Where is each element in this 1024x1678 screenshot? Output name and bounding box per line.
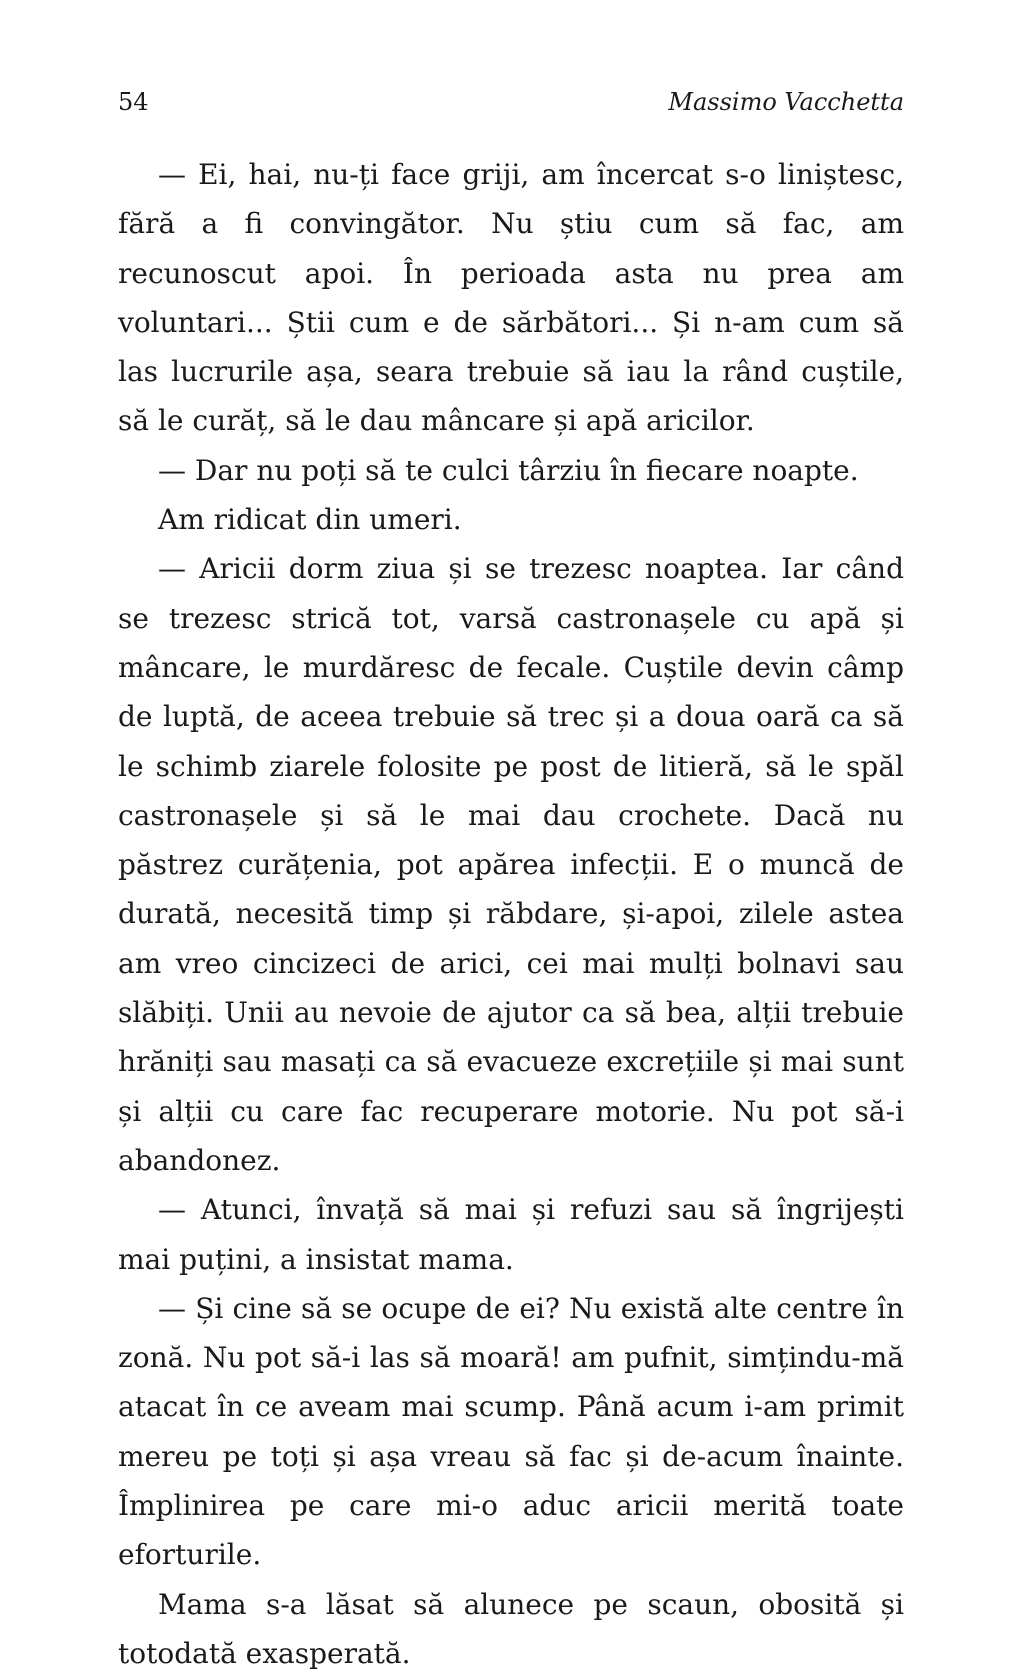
page-number: 54 [118, 88, 149, 116]
paragraph: — Și cine să se ocupe de ei? Nu există alte centre în zonă. Nu pot să-i las să moară! am pufnit, simțindu-mă atacat în ce aveam mai scump. Până acum i-am primit mereu pe toți și așa vreau să fac și de-acum înainte. Împlinirea pe care mi-o aduc aricii merită toate eforturile. [118, 1291, 904, 1572]
body-text [118, 150, 904, 1678]
paragraph: — Ei, hai, nu-ți face griji, am încercat s-o liniștesc, fără a fi convingător. Nu știu cum să fac, am recunoscut apoi. În perioada asta nu prea am voluntari... Știi cum e de sărbători... Și n-am cum să las lucrurile așa, seara trebuie să iau la rând cuștile, să le curăț, să le dau mâncare și apă aricilor. [118, 158, 904, 438]
paragraph: Mama s-a lăsat să alunece pe scaun, obosită și totodată exasperată. [118, 1587, 904, 1670]
paragraph: — Atunci, învață să mai și refuzi sau să îngrijești mai puțini, a insistat mama. [118, 1193, 904, 1276]
running-head-author: Massimo Vacchetta [668, 88, 904, 116]
paragraph: Am ridicat din umeri. [158, 503, 462, 537]
book-page [118, 88, 904, 1678]
page-header [118, 88, 904, 128]
paragraph: — Aricii dorm ziua și se trezesc noaptea. Iar când se trezesc strică tot, varsă castronașele cu apă și mâncare, le murdăresc de fecale. Cuștile devin câmp de luptă, de aceea trebuie să trec și a doua oară ca să le schimb ziarele folosite pe post de litieră, să le spăl castronașele și să le mai dau crochete. Dacă nu păstrez curățenia, pot apărea infecții. E o muncă de durată, necesită timp și răbdare, și-apoi, zilele astea am vreo cincizeci de arici, cei mai mulți bolnavi sau slăbiți. Unii au nevoie de ajutor ca să bea, alții trebuie hrăniți sau masați ca să evacueze excrețiile și mai sunt și alții cu care fac recuperare motorie. Nu pot să-i abandonez. [118, 552, 904, 1177]
paragraph: — Dar nu poți să te culci târziu în fiecare noapte. [158, 453, 859, 487]
